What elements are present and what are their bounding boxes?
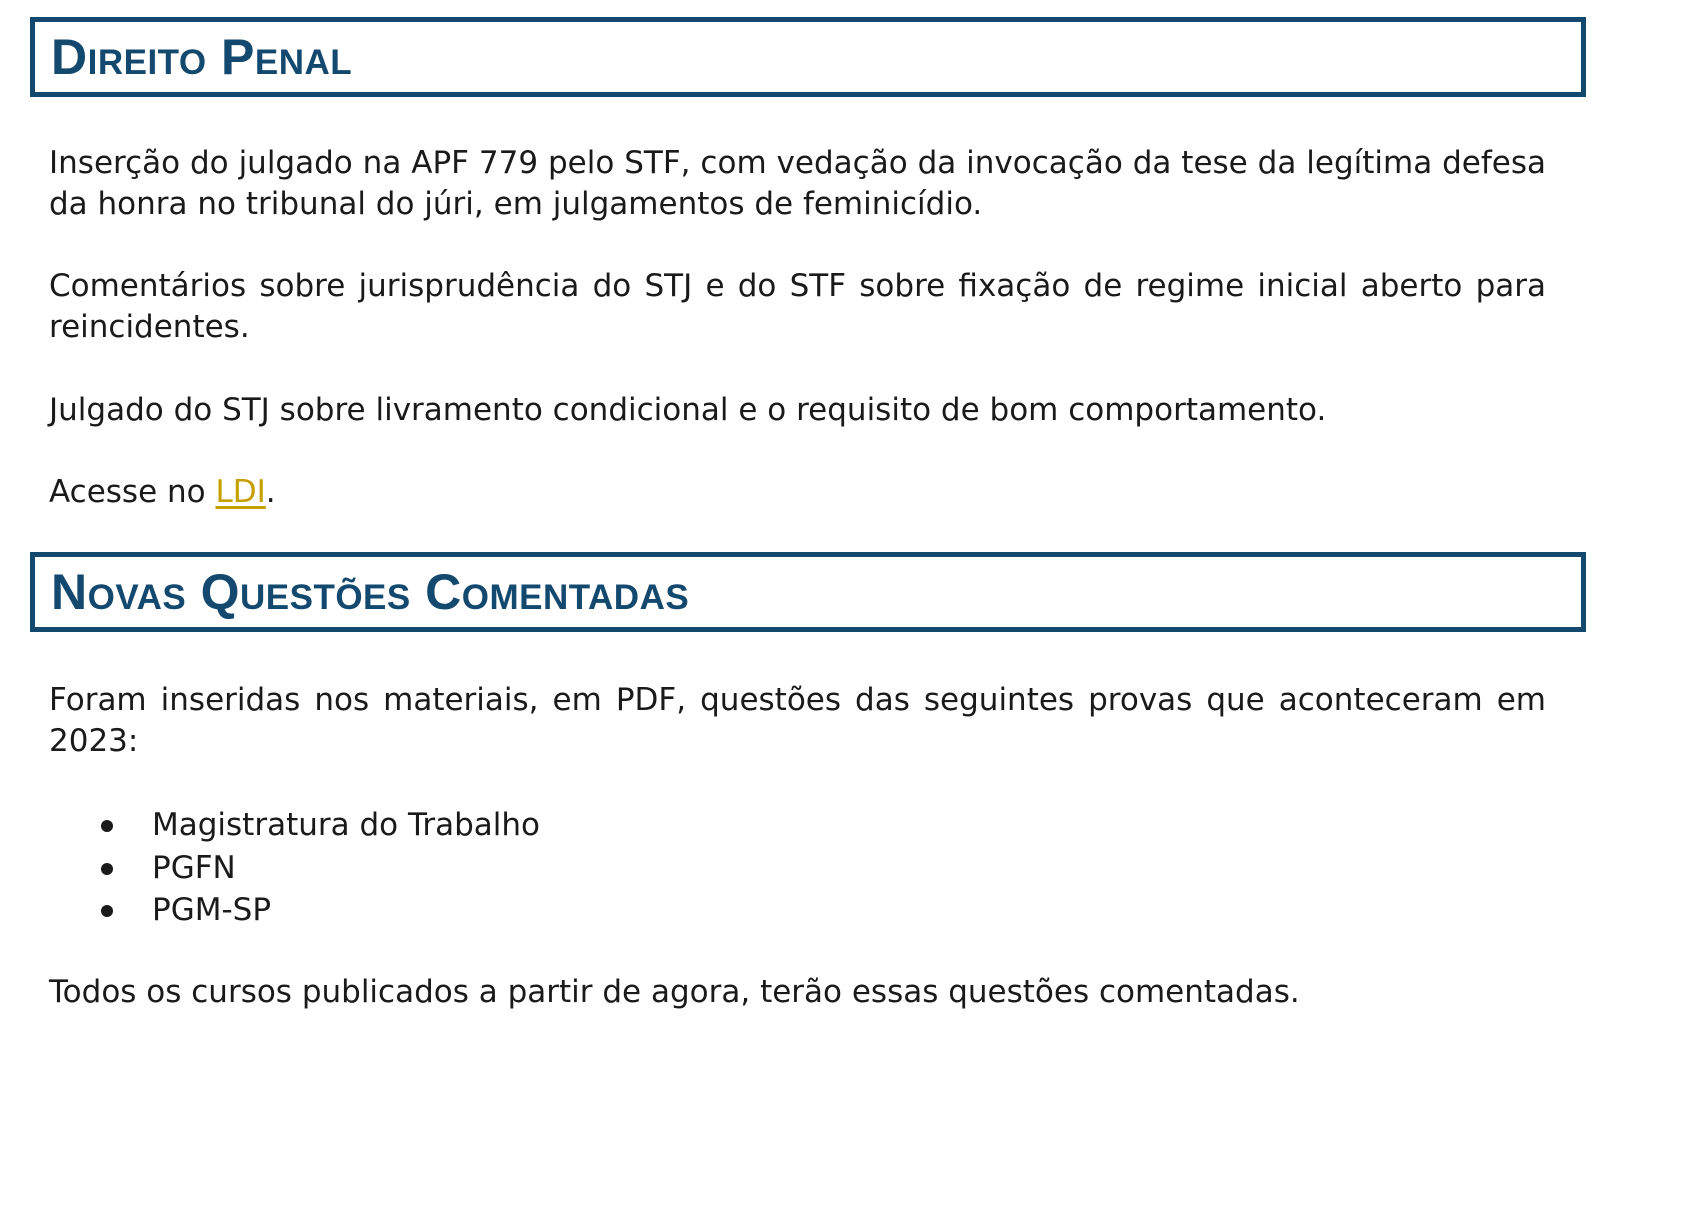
list-item — [49, 889, 540, 932]
list-item — [49, 847, 540, 890]
paragraph-livramento: Julgado do STJ sobre livramento condicional e o requisito de bom comportamento. — [49, 392, 1327, 428]
section-title: Novas Questões Comentadas — [51, 564, 690, 620]
list-item-label: Magistratura do Trabalho — [152, 807, 540, 843]
paragraph-intro — [49, 680, 1546, 762]
list-item-label: PGM-SP — [152, 892, 272, 928]
paragraph-regime-inicial: Comentários sobre jurisprudência do STJ e do STF sobre fixação de regime inicial aberto para reincidentes. — [49, 268, 1546, 345]
list-item — [49, 804, 540, 847]
exam-list — [49, 804, 540, 932]
section-header-direito-penal — [30, 17, 1586, 97]
bullet-icon — [101, 905, 113, 917]
access-prefix: Acesse no — [49, 474, 216, 510]
list-item-label: PGFN — [152, 849, 236, 886]
paragraph-closing: Todos os cursos publicados a partir de agora, terão essas questões comentadas. — [49, 974, 1300, 1010]
access-line — [49, 472, 1546, 513]
bullet-icon — [101, 820, 113, 832]
section-header-novas-questoes — [30, 552, 1586, 632]
access-suffix: . — [265, 474, 276, 510]
intro-line-2: 2023: — [49, 723, 139, 759]
intro-line-1: Foram inseridas nos materiais, em PDF, questões das seguintes provas que aconteceram em — [49, 682, 1546, 718]
bullet-icon — [101, 863, 113, 875]
ldi-link[interactable]: LDI — [215, 474, 266, 510]
section-title: Direito Penal — [51, 29, 353, 85]
paragraph-apf-779: Inserção do julgado na APF 779 pelo STF, com vedação da invocação da tese da legítima defesa da honra no tribunal do júri, em julgamentos de feminicídio. — [49, 145, 1546, 222]
